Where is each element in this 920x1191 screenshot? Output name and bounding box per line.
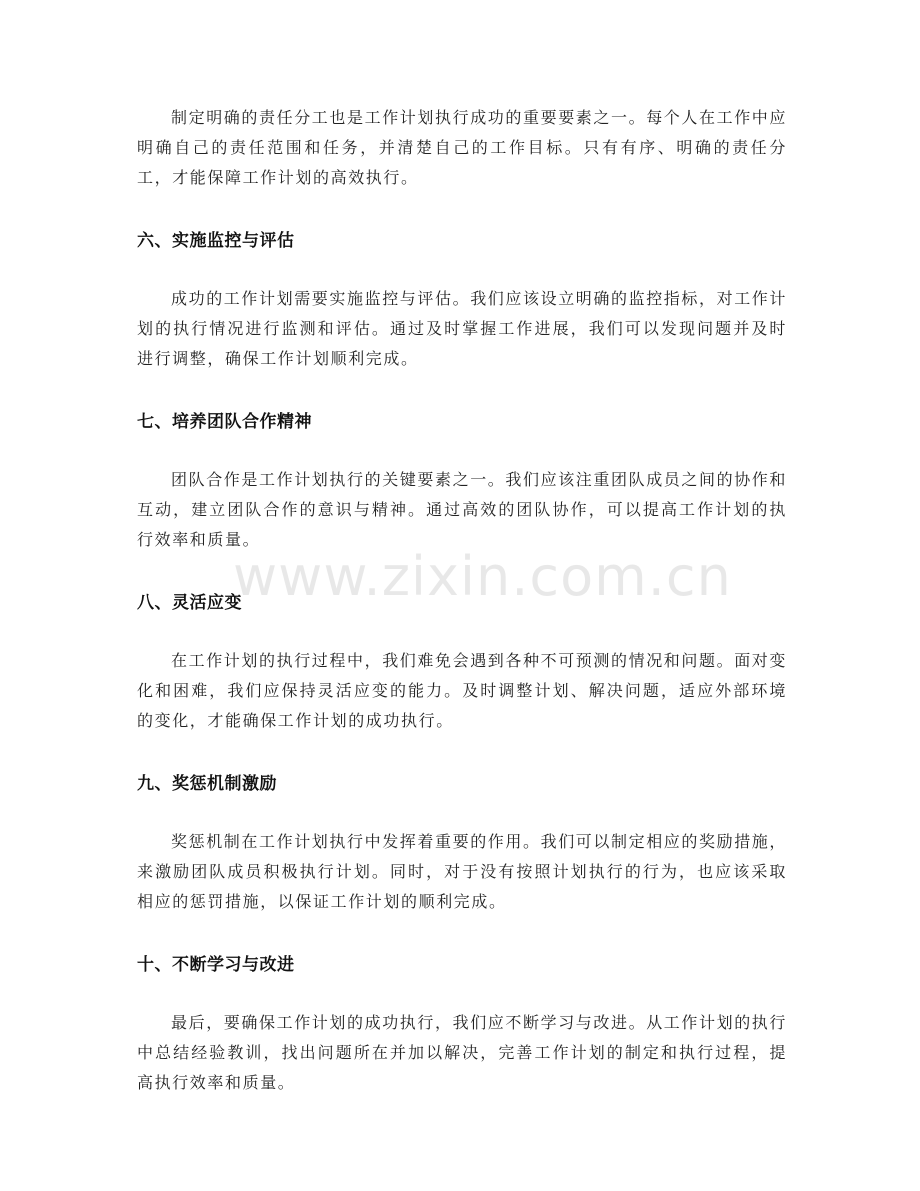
section-paragraph-10: 最后，要确保工作计划的成功执行，我们应不断学习与改进。从工作计划的执行中总结经验教训，找出问题所在并加以解决，完善工作计划的制定和执行过程，提高执行效率和质量。 xyxy=(137,1013,788,1092)
intro-paragraph: 制定明确的责任分工也是工作计划执行成功的重要要素之一。每个人在工作中应明确自己的责任范围和任务，并清楚自己的工作目标。只有有序、明确的责任分工，才能保障工作计划的高效执行。 xyxy=(137,108,788,187)
document-body xyxy=(137,103,787,1098)
section-heading-10: 十、不断学习与改进 xyxy=(137,955,295,975)
section-paragraph-8: 在工作计划的执行过程中，我们难免会遇到各种不可预测的情况和问题。面对变化和困难，我们应保持灵活应变的能力。及时调整计划、解决问题，适应外部环境的变化，才能确保工作计划的成功执行。 xyxy=(137,651,788,730)
section-paragraph-7: 团队合作是工作计划执行的关键要素之一。我们应该注重团队成员之间的协作和互动，建立团队合作的意识与精神。通过高效的团队协作，可以提高工作计划的执行效率和质量。 xyxy=(137,470,788,549)
section-heading-8: 八、灵活应变 xyxy=(137,593,242,613)
section-heading-9: 九、奖惩机制激励 xyxy=(137,774,277,794)
section-paragraph-9: 奖惩机制在工作计划执行中发挥着重要的作用。我们可以制定相应的奖励措施，来激励团队成员积极执行计划。同时，对于没有按照计划执行的行为，也应该采取相应的惩罚措施，以保证工作计划的顺利完成。 xyxy=(137,832,788,911)
section-heading-6: 六、实施监控与评估 xyxy=(137,231,295,251)
section-paragraph-6: 成功的工作计划需要实施监控与评估。我们应该设立明确的监控指标，对工作计划的执行情况进行监测和评估。通过及时掌握工作进展，我们可以发现问题并及时进行调整，确保工作计划顺利完成。 xyxy=(137,289,788,368)
section-heading-7: 七、培养团队合作精神 xyxy=(137,412,312,432)
watermark: www.zixin.com.cn xyxy=(233,545,732,608)
